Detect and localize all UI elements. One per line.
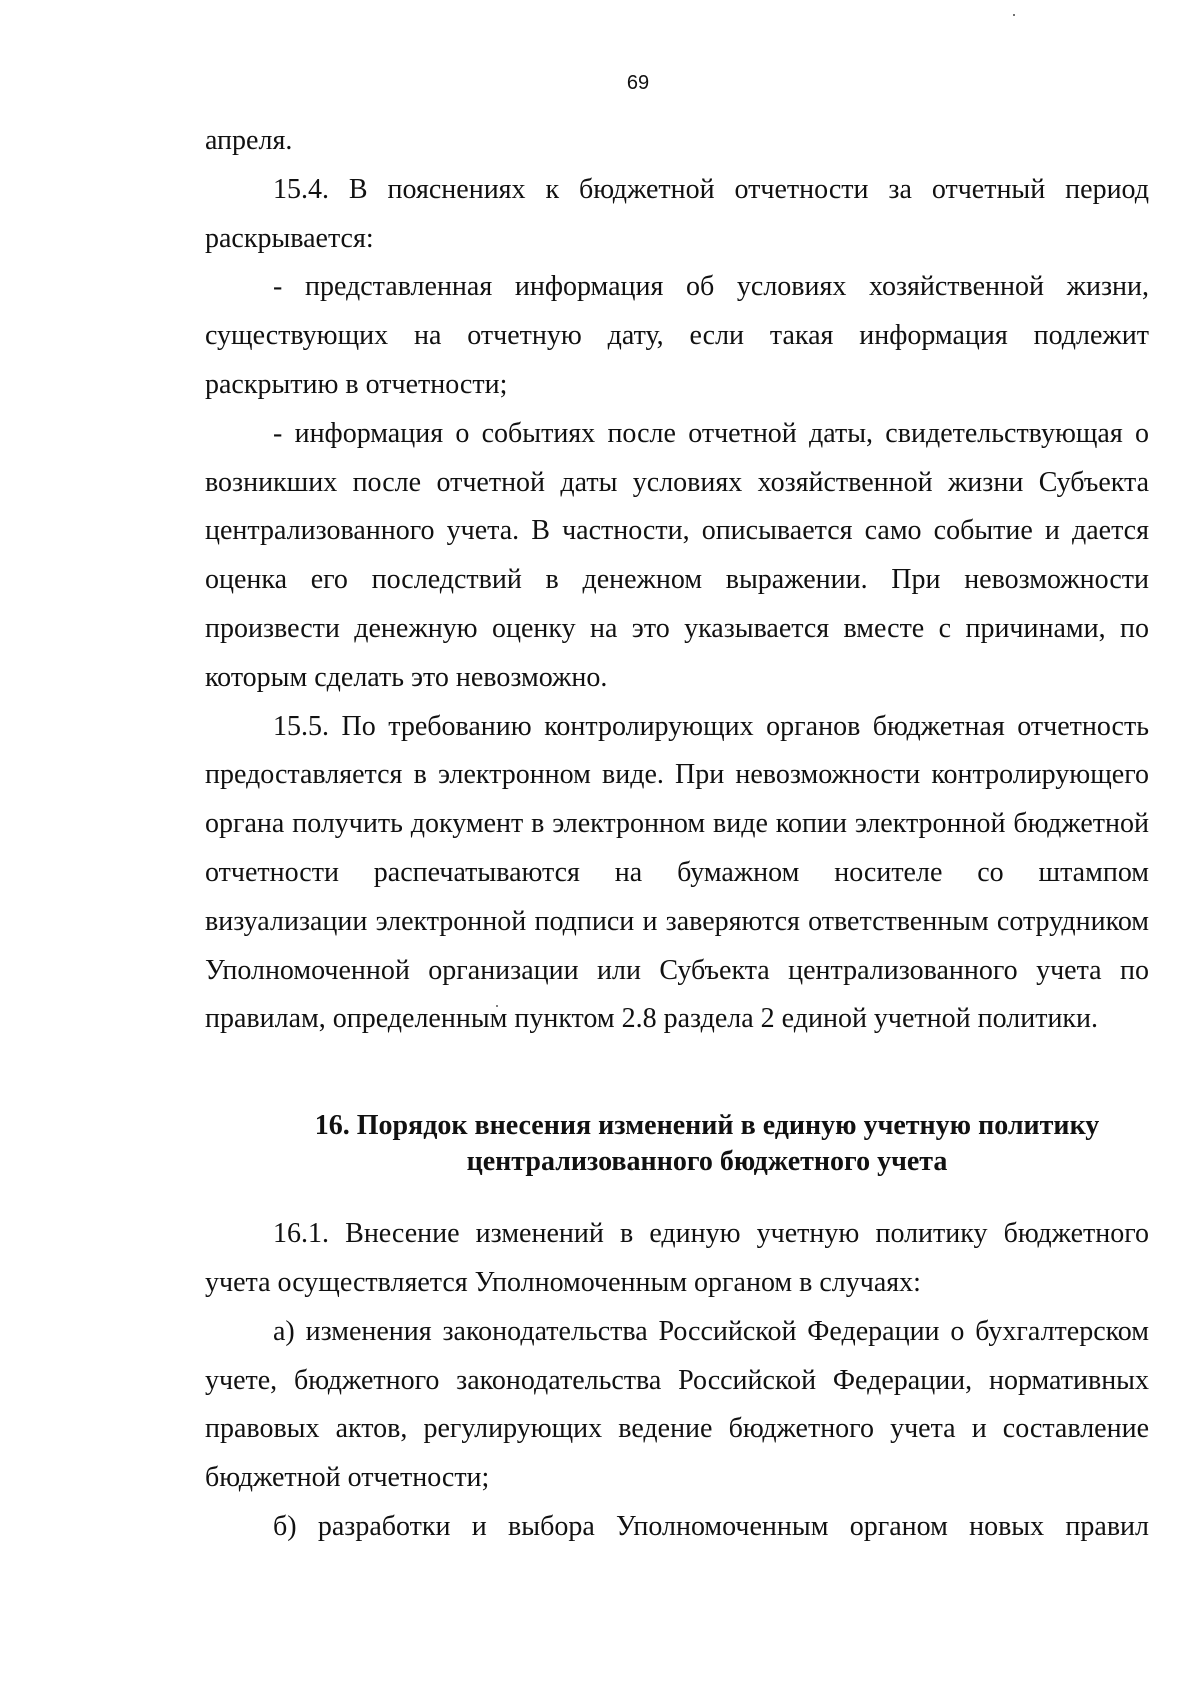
paragraph-dash-2: - информация о событиях после отчетной даты, свидетельствующая о возникших после отчетной даты условиях хозяйственной жизни Субъекта централизованного учета. В частности, описывается само событие и дается оценка его последствий в денежном выражении. При невозможности произвести денежную оценку на это указывается вместе с причинами, по которым сделать это невозможно. bbox=[205, 417, 1149, 693]
paragraph-15-5: 15.5. По требованию контролирующих органов бюджетная отчетность предоставляется в электронном виде. При невозможности контролирующего органа получить документ в электронном виде копии электронной бюджетной отчетности распечатываются на бумажном носителе со штампом визуализации электронной подписи и заверяются ответственным сотрудником Уполномоченной организации или Субъекта централизованного учета по правилам, определенным пунктом 2.8 раздела 2 единой учетной политики. bbox=[205, 710, 1149, 1035]
scan-speck bbox=[1013, 14, 1015, 16]
page-number: 69 bbox=[626, 72, 650, 94]
document-body bbox=[205, 117, 1149, 1552]
paragraph-continuation: апреля. bbox=[205, 125, 293, 156]
paragraph-item-a: а) изменения законодательства Российской Федерации о бухгалтерском учете, бюджетного законодательства Российской Федерации, нормативных правовых актов, регулирующих ведение бюджетного учета и составление бюджетной отчетности; bbox=[205, 1315, 1149, 1494]
section-heading-line-2: централизованного бюджетного учета bbox=[466, 1146, 948, 1178]
paragraph-dash-1: - представленная информация об условиях хозяйственной жизни, существующих на отчетную дату, если такая информация подлежит раскрытию в отчетности; bbox=[205, 271, 1149, 400]
paragraph-item-b: б) разработки и выбора Уполномоченным органом новых правил bbox=[273, 1510, 1149, 1542]
paragraph-15-4: 15.4. В пояснениях к бюджетной отчетности за отчетный период раскрывается: bbox=[205, 173, 1149, 254]
section-heading-line-1: 16. Порядок внесения изменений в единую учетную политику bbox=[314, 1110, 1100, 1142]
paragraph-16-1: 16.1. Внесение изменений в единую учетную политику бюджетного учета осуществляется Уполномоченным органом в случаях: bbox=[205, 1218, 1149, 1298]
section-heading bbox=[205, 1108, 1149, 1180]
